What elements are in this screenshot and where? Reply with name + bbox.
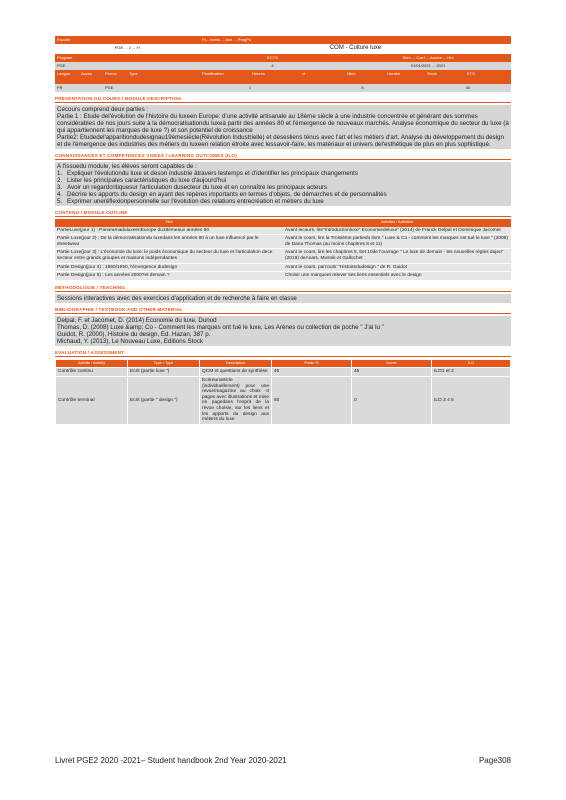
- eval-head-description: Description: [200, 359, 272, 368]
- header-program-label: Program: [57, 55, 73, 60]
- header-val-promo: 1: [248, 85, 252, 90]
- outcomes-body: [55, 162, 511, 206]
- outline-title: CONTENU / MODULE OUTLINE: [55, 210, 511, 217]
- outcome-number: 3.: [57, 184, 63, 191]
- outcome-text: Expliquer l'évolutiondu luxe et deson industrie àtravers lestemps et d'identifier les principaux changements: [67, 170, 358, 177]
- eval-type: Ecrit (partie " design "): [128, 376, 200, 424]
- bibliography-entry: Guidot, R. (2000), Histoire du design, Ed. Hazan, 387 p.: [57, 330, 211, 338]
- outcome-number: 4.: [57, 191, 63, 198]
- outline-activity: Avant le cours, lire la Troisième partiedu livre " Luxe & Co - comment les marques ont tué le luxe " (2008) de Dana Thomas (au moins chapitres 8 et 11): [283, 235, 511, 249]
- eval-weight: 60: [272, 376, 352, 424]
- eval-description: QCM et questions de synthèse: [200, 368, 272, 377]
- outcome-text: Lister les principales caractéristiques du luxe d'aujourd'hui: [67, 177, 227, 184]
- outline-session: PartieLuxe(jour 1) : PanoramaduluxeenEurope du18èmeaux années 80: [55, 227, 283, 235]
- presentation-line: Partie2: Etudedel'apparitiondudesignau19èmesiècle(Révolution Industrielle) et desesliens ténus avec l'art et les métiers d'art. Analyse du développement du design et de l'émergence des industries des métiers du luxeen relation étroite avec lessavoir-faire, les matériaux et univers del'esthétique de plus en plus sophistiqué.: [57, 134, 504, 148]
- footer-page-number: Page308: [478, 756, 511, 765]
- header-col-schedule: Horaire: [387, 71, 401, 76]
- eval-head-type: Type / Type: [128, 359, 200, 368]
- presentation-title: PRESENTATION DU COURS / MODULE DESCRIPTION: [55, 96, 511, 103]
- presentation-line: Partie 1 : Etude del'évolution de l'histoire du luxeen Europe: d'une activité artisanale au 18ème siècle à une industrie concentrée et générant des sommes considérables de nos jours suite à la démocratisationdu luxeà partir des années 80 et l'émergence de nouveaux marchés. Analyse économique du secteur du luxe (à qui appartiennent les marques de luxe ?) et son potentiel de croissance: [57, 113, 509, 134]
- outcomes-title: CONNAISSANCES ET COMPETENCES VISEES / LEARNING OUTCOMES (ILO): [55, 153, 511, 160]
- outcome-item: [57, 177, 509, 184]
- outline-session: Partie Luxe(jour 2) : De la démocratisationdu luxedans les années 80 à un luxe influencé par le streetwear: [55, 235, 283, 249]
- table-row: [55, 249, 511, 263]
- header-row-1: [55, 36, 511, 44]
- outcome-item: [57, 170, 509, 177]
- eval-ilo: ILO 3 4 5: [432, 376, 511, 424]
- teaching-title: METHODOLOGIE / TEACHING: [55, 285, 511, 292]
- header-col-type: Type: [129, 71, 138, 76]
- header-program-value: PGE: [57, 63, 66, 68]
- outcome-number: 1.: [57, 170, 63, 177]
- outline-table: [55, 219, 511, 281]
- header-course-title: COM - Culture luxe: [329, 45, 382, 51]
- teaching-body: [55, 294, 511, 303]
- header-semester-value: 01/01/2021 ... 2021: [410, 63, 446, 68]
- eval-head-ilo: ILO: [432, 359, 511, 368]
- eval-head-activity: Activite / Activity: [56, 359, 128, 368]
- bibliography-entry: Thomas, D. (2008) Luxe &amp; Co - Comment les marques ont tué le luxe, Les Arènes ou collection de poche " J'ai lu ": [57, 323, 384, 331]
- presentation-body: [55, 105, 511, 149]
- outline-activity: Choisir une marqueet relever ses liens essentiels avec le design: [283, 272, 511, 281]
- eval-head-weight: Poids %: [272, 359, 352, 368]
- header-col-access: Acces: [81, 71, 92, 76]
- header-ects-label: ECTS: [267, 55, 278, 60]
- header-faculty: Faculte: [57, 37, 71, 42]
- eval-duration: 0: [352, 376, 432, 424]
- outcome-text: Décrire les apports du design en ayant des repères importants en termes d'objets, de démarches et de personnalités: [67, 191, 387, 198]
- eval-type: Ecrit (partie luxe "): [128, 368, 200, 377]
- outline-session: Partie Design(jour 4) : 1860/1950, l'émergence dudesign: [55, 263, 283, 272]
- header-val-type: 8: [361, 85, 364, 90]
- header-row-3: [55, 54, 511, 62]
- outcome-text: Avoir un regardcritiquesur l'articulation dusecteur du luxe et en connaître les principaux acteurs: [67, 184, 328, 191]
- header-col-number: Nbre: [347, 71, 356, 76]
- table-row: [55, 227, 511, 235]
- outcome-number: 2.: [57, 177, 63, 184]
- presentation-line: Cecours comprend deux parties :: [57, 106, 149, 113]
- header-val-hours: 30: [465, 85, 471, 90]
- header-val-access: PGE: [105, 85, 114, 90]
- table-row: [56, 376, 511, 424]
- header-row-6: [55, 84, 511, 92]
- header-col-language: Langue: [57, 71, 71, 76]
- outcome-item: [57, 184, 509, 191]
- header-col-promo: Promo: [105, 71, 117, 76]
- outline-activity: Avant lecours, lire"Introductionluxe" Economiedeluxe" (2014) de Franck Delpal et Dominique Jacomet: [283, 227, 511, 235]
- header-col-stock: Stock: [427, 71, 438, 76]
- header-col-planning: Planification: [202, 71, 224, 76]
- outcome-item: [57, 191, 509, 198]
- bibliography-body: [55, 316, 511, 346]
- table-row: [55, 263, 511, 272]
- header-col-hours: Heures: [252, 71, 265, 76]
- table-row: [55, 235, 511, 249]
- outline-head-title: Titre: [55, 219, 283, 227]
- eval-duration: 45: [352, 368, 432, 377]
- bibliography-entry: Michaud, Y. (2013), Le Nouveau Luxe, Editions Stock: [57, 337, 203, 345]
- outline-session: Partie Luxe(jour 3) : L'économie du luxe: le poids économique du secteur du luxe et l'articulation dece secteur entre grands groupes et maisons indépendantes: [55, 249, 283, 263]
- header-row-2: [55, 44, 511, 54]
- outcomes-intro: A l'issuedu module, les élèves seront capables de :: [57, 163, 197, 170]
- eval-description: Ecrireunarticle (individuellement) pour une revue/magazine au choix -3 pages avec illustrations et mise en pagedans l'esprit de la revue choisie, sur les liens et les apports du design aux métiers du luxe: [200, 376, 272, 424]
- eval-ilo: ILO1 et 2: [432, 368, 511, 377]
- header-col-cf: cf: [302, 71, 306, 76]
- page-footer: [55, 756, 511, 765]
- outcome-text: Exprimer uneréflexionpersonnelle sur l'évolution des relations entrecréation et métiers du luxe: [67, 198, 324, 205]
- eval-activity: Contrôle terminal: [56, 376, 128, 424]
- header-semester-label: Sem ... Coef ... Annee ... Hrs: [402, 55, 454, 60]
- evaluation-title: EVALUATION / ASSESSMENT: [55, 350, 511, 357]
- course-sheet: [55, 36, 511, 425]
- teaching-text: Sessions interactives avec des exercices d'application et de recherche à faire en classe: [57, 294, 297, 302]
- table-row: [56, 368, 511, 377]
- header-block: [55, 36, 511, 92]
- header-program-code: PGE ... 2 ... Fr: [114, 45, 141, 50]
- table-row: [55, 272, 511, 281]
- header-program-title-label: Pr... nomc ... Axe ... ProgPo: [202, 37, 252, 42]
- header-ects-value: 4: [271, 63, 274, 68]
- eval-activity: Contrôle continu: [56, 368, 128, 377]
- outline-head-activities: Activites / Activities: [283, 219, 511, 227]
- header-col-ets: ETS: [467, 71, 475, 76]
- header-row-5: [55, 70, 511, 84]
- header-val-language: FR: [57, 85, 63, 90]
- eval-head-duration: Duree: [352, 359, 432, 368]
- outcome-number: 5.: [57, 198, 63, 205]
- evaluation-table: [55, 359, 511, 425]
- outline-session: Partie Design(jour 5) : Les années 2000?et demain ?: [55, 272, 283, 281]
- footer-handbook-label: Livret PGE2 2020 -2021– Student handbook 2nd Year 2020-2021: [55, 756, 287, 765]
- outcome-item: [57, 198, 509, 205]
- outline-activity: Avant le cours, lire les chapitres 5, 6et 10de l'ouvrage " Le luxe de demain - les nouvelles règles dujeu" (2019) deAnaïs, Musnik et Gallochet: [283, 249, 511, 263]
- header-row-4: [55, 62, 511, 70]
- bibliography-title: BIBLIOGRAPHIE / TEXTBOOK AND OTHER MATERIAL: [55, 307, 511, 314]
- eval-weight: 40: [272, 368, 352, 377]
- bibliography-entry: Delpal, F. et Jacomet, D. (2014) Economie du luxe, Dunod: [57, 316, 217, 324]
- outline-activity: Avant le cours, parcourir "Histoiredudesign " de R. Guidot: [283, 263, 511, 272]
